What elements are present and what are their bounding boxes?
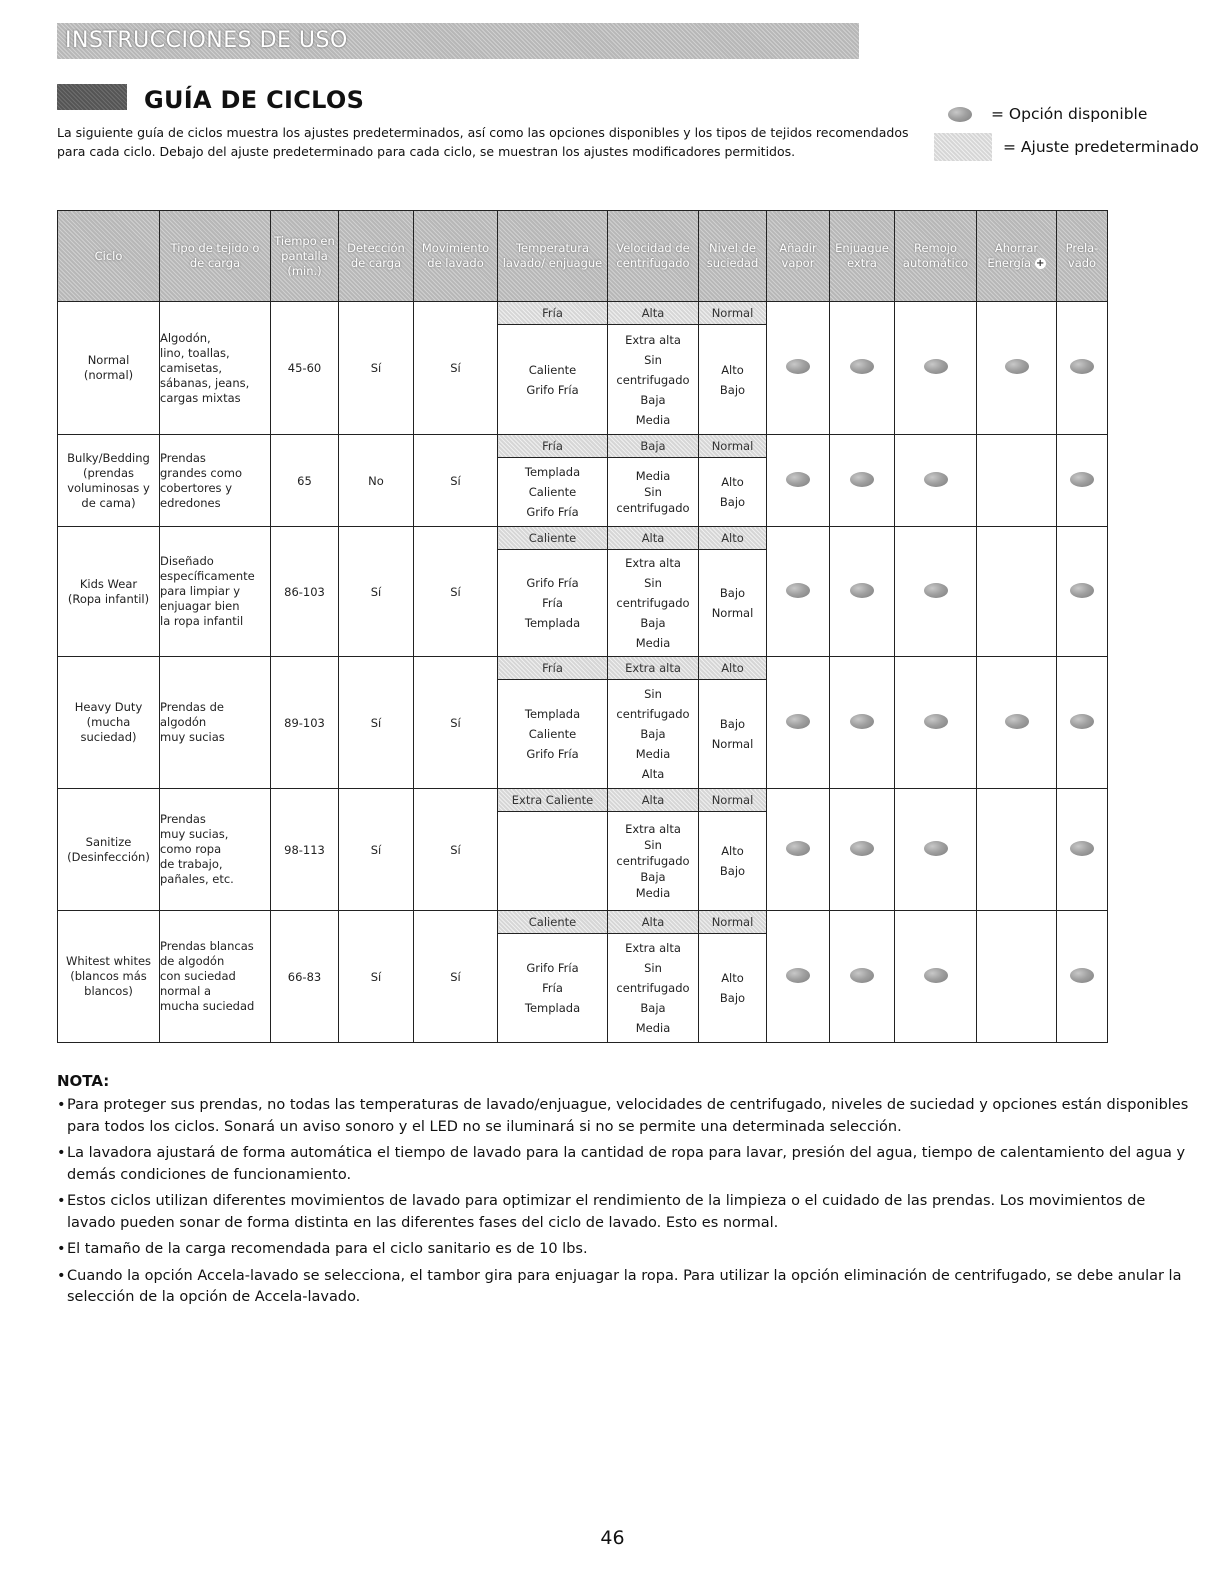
wash-motion-cell: [414, 657, 498, 789]
cycle-name-cell-text: Sanitize (Desinfección): [67, 834, 150, 864]
spin-options-cell: [608, 680, 699, 789]
table-row: [58, 302, 1108, 325]
wash-motion-cell-text: Sí: [450, 715, 461, 730]
nota-item: • Cuando la opción Accela-lavado se selecciona, el tambor gira para enjuagar la ropa. Para utilizar la opción eliminación de centrifugado, se debe anular la selección de la opción de Accela-lavado.: [57, 1266, 1197, 1309]
spin-options-cell-text: Sin centrifugado Baja Media Alta: [616, 687, 690, 781]
spin-default-cell-text: Baja: [640, 439, 666, 453]
header-label: Tipo de tejido o de carga: [170, 241, 260, 270]
page-title: GUÍA DE CICLOS: [144, 86, 365, 114]
table-row: [58, 911, 1108, 934]
nota-item: • La lavadora ajustará de forma automática el tiempo de lavado para la cantidad de ropa para lavar, presión del agua, tiempo de calentamiento del agua y demás condiciones de funcionamiento.: [57, 1143, 1197, 1186]
option-available-dot-icon: [1070, 968, 1094, 983]
spin-options-cell: [608, 458, 699, 527]
fabric-type-cell: [160, 527, 271, 657]
load-detect-cell-text: Sí: [370, 969, 382, 984]
nota-item: • El tamaño de la carga recomendada para el ciclo sanitario es de 10 lbs.: [57, 1239, 1197, 1261]
temp-default-cell: [498, 435, 608, 458]
plus-circle-icon: +: [1035, 258, 1045, 269]
header-cell: [498, 211, 608, 302]
display-time-cell: [271, 435, 339, 527]
soil-default-cell-text: Normal: [711, 915, 754, 929]
header-cell: [830, 211, 895, 302]
option-available-dot-icon: [786, 472, 810, 487]
option-available-dot-icon: [1070, 841, 1094, 856]
spin-default-cell: [608, 789, 699, 812]
table-row: [58, 657, 1108, 680]
soil-default-cell-text: Normal: [711, 439, 754, 453]
temp-options-cell: [498, 680, 608, 789]
option-available-dot-icon: [924, 714, 948, 729]
header-label: Velocidad de centrifugado: [616, 241, 690, 270]
display-time-cell: [271, 302, 339, 435]
load-detect-cell: [339, 302, 414, 435]
header-label: Tiempo en pantalla (min.): [274, 233, 335, 278]
option-cell: [977, 302, 1057, 435]
header-label-text: Ahorrar Energía: [987, 241, 1039, 270]
spin-options-cell-text: Extra alta Sin centrifugado Baja Media: [616, 556, 690, 650]
display-time-cell-text: 98-113: [284, 842, 325, 857]
temp-default-cell: [498, 302, 608, 325]
option-cell: [1057, 789, 1108, 911]
soil-options-cell-text: Bajo Normal: [711, 586, 754, 620]
soil-options-cell: [699, 680, 767, 789]
fabric-type-cell: [160, 789, 271, 911]
option-cell: [977, 657, 1057, 789]
wash-motion-cell: [414, 302, 498, 435]
nota-title: NOTA:: [57, 1072, 110, 1090]
option-available-dot-icon: [786, 359, 810, 374]
option-cell: [767, 435, 830, 527]
table-body: [58, 302, 1108, 1043]
spin-default-cell-text: Alta: [641, 915, 665, 929]
header-label: Enjuague extra: [835, 241, 889, 270]
fabric-type-cell-text: Prendas de algodón muy sucias: [160, 700, 225, 744]
wash-motion-cell: [414, 911, 498, 1043]
temp-default-cell: [498, 789, 608, 812]
temp-default-cell-text: Fría: [542, 306, 563, 320]
display-time-cell: [271, 911, 339, 1043]
temp-options-cell-text: Caliente Grifo Fría: [526, 362, 579, 397]
option-cell: [767, 911, 830, 1043]
header-label: Remojo automático: [902, 241, 969, 270]
cycle-name-cell: [58, 527, 160, 657]
temp-default-cell-text: Extra Caliente: [511, 793, 594, 807]
header-label: Movimiento de lavado: [421, 241, 490, 270]
header-cell: [339, 211, 414, 302]
option-available-dot-icon: [850, 841, 874, 856]
option-cell: [830, 911, 895, 1043]
fabric-type-cell-text: Prendas muy sucias, como ropa de trabajo, pañales, etc.: [160, 812, 234, 886]
display-time-cell: [271, 657, 339, 789]
header-label: Añadir vapor: [779, 241, 817, 270]
display-time-cell-text: 86-103: [284, 584, 325, 599]
option-cell: [1057, 657, 1108, 789]
option-cell: [767, 789, 830, 911]
page-number: 46: [600, 1527, 625, 1549]
option-cell: [830, 789, 895, 911]
load-detect-cell: [339, 911, 414, 1043]
soil-default-cell-text: Normal: [711, 306, 754, 320]
option-available-dot-icon: [1070, 583, 1094, 598]
option-cell: [1057, 527, 1108, 657]
option-cell: [830, 657, 895, 789]
option-cell: [895, 302, 977, 435]
load-detect-cell-text: Sí: [370, 715, 382, 730]
option-cell: [767, 527, 830, 657]
wash-motion-cell: [414, 435, 498, 527]
option-cell: [895, 527, 977, 657]
header-cell: [1057, 211, 1108, 302]
soil-default-cell: [699, 435, 767, 458]
header-label: Temperatura lavado/ enjuague: [502, 241, 603, 270]
header-cell: [767, 211, 830, 302]
cycle-name-cell-text: Bulky/Bedding (prendas voluminosas y de cama): [67, 450, 150, 510]
header-label: Nivel de suciedad: [706, 241, 759, 270]
wash-motion-cell: [414, 527, 498, 657]
temp-options-cell: [498, 934, 608, 1043]
load-detect-cell-text: No: [368, 473, 384, 488]
soil-default-cell: [699, 302, 767, 325]
option-cell: [977, 789, 1057, 911]
soil-options-cell: [699, 812, 767, 911]
spin-default-cell-text: Alta: [641, 531, 665, 545]
soil-options-cell-text: Alto Bajo: [719, 844, 746, 878]
soil-options-cell-text: Bajo Normal: [711, 717, 754, 751]
load-detect-cell: [339, 527, 414, 657]
display-time-cell-text: 89-103: [284, 715, 325, 730]
temp-options-cell: [498, 458, 608, 527]
spin-options-cell-text: Extra alta Sin centrifugado Baja Media: [616, 941, 690, 1035]
fabric-type-cell: [160, 657, 271, 789]
nota-list: [57, 1095, 1197, 1314]
spin-default-cell-text: Alta: [641, 793, 665, 807]
load-detect-cell-text: Sí: [370, 842, 382, 857]
option-cell: [830, 527, 895, 657]
cycle-name-cell: [58, 302, 160, 435]
table-header-row: [58, 211, 1108, 302]
temp-default-cell: [498, 657, 608, 680]
cycle-name-cell-text: Kids Wear (Ropa infantil): [67, 576, 150, 606]
display-time-cell-text: 45-60: [287, 361, 322, 375]
cycle-name-cell: [58, 657, 160, 789]
option-available-dot-icon: [924, 472, 948, 487]
temp-default-cell-text: Caliente: [528, 531, 577, 545]
soil-options-cell: [699, 934, 767, 1043]
option-available-dot-icon: [850, 968, 874, 983]
option-cell: [1057, 435, 1108, 527]
temp-options-cell-text: Grifo Fría Fría Templada: [524, 961, 581, 1015]
header-label: [977, 241, 1056, 271]
option-cell: [767, 657, 830, 789]
wash-motion-cell-text: Sí: [450, 361, 461, 375]
legend-default-label: = Ajuste predeterminado: [1003, 138, 1199, 156]
soil-default-cell: [699, 657, 767, 680]
display-time-cell: [271, 789, 339, 911]
spin-default-cell: [608, 302, 699, 325]
soil-default-cell: [699, 911, 767, 934]
option-available-dot-icon: [1070, 472, 1094, 487]
option-available-dot-icon: [1005, 714, 1029, 729]
temp-default-cell-text: Caliente: [528, 915, 577, 929]
spin-options-cell-text: Extra alta Sin centrifugado Baja Media: [616, 332, 690, 427]
header-cell: [699, 211, 767, 302]
option-cell: [895, 911, 977, 1043]
option-available-dot-icon: [1005, 359, 1029, 374]
temp-options-cell: [498, 325, 608, 435]
option-available-dot-icon: [948, 107, 972, 122]
spin-default-cell: [608, 527, 699, 550]
spin-options-cell-text: Extra alta Sin centrifugado Baja Media: [616, 822, 690, 900]
temp-options-cell: [498, 812, 608, 911]
option-available-dot-icon: [924, 968, 948, 983]
fabric-type-cell: [160, 302, 271, 435]
soil-options-cell-text: Alto Bajo: [719, 475, 746, 509]
option-available-dot-icon: [924, 841, 948, 856]
header-cell: [608, 211, 699, 302]
soil-options-cell: [699, 550, 767, 657]
load-detect-cell-text: Sí: [370, 361, 382, 375]
spin-options-cell: [608, 550, 699, 657]
option-available-dot-icon: [924, 583, 948, 598]
default-setting-hatch-swatch: [934, 133, 992, 161]
option-available-dot-icon: [850, 583, 874, 598]
header-cell: [977, 211, 1057, 302]
wash-motion-cell-text: Sí: [450, 842, 461, 857]
header-cell: [58, 211, 160, 302]
cycle-name-cell-text: Normal (normal): [83, 353, 134, 382]
option-available-dot-icon: [786, 841, 810, 856]
option-available-dot-icon: [786, 714, 810, 729]
option-available-dot-icon: [786, 583, 810, 598]
cycle-name-cell-text: Heavy Duty (mucha suciedad): [74, 700, 143, 744]
legend-default: [934, 133, 1199, 161]
option-cell: [895, 657, 977, 789]
display-time-cell: [271, 527, 339, 657]
soil-options-cell-text: Alto Bajo: [719, 362, 746, 397]
spin-options-cell: [608, 325, 699, 435]
temp-options-cell-text: Templada Caliente Grifo Fría: [524, 465, 581, 519]
option-cell: [895, 789, 977, 911]
spin-default-cell: [608, 911, 699, 934]
spin-default-cell-text: Alta: [641, 306, 665, 320]
temp-default-cell-text: Fría: [542, 661, 563, 675]
fabric-type-cell-text: Algodón, lino, toallas, camisetas, sábanas, jeans, cargas mixtas: [160, 330, 250, 405]
temp-default-cell-text: Fría: [542, 439, 563, 453]
load-detect-cell: [339, 657, 414, 789]
temp-options-cell-text: Templada Caliente Grifo Fría: [524, 707, 581, 761]
option-cell: [977, 435, 1057, 527]
spin-default-cell: [608, 435, 699, 458]
soil-options-cell: [699, 458, 767, 527]
legend-available: [948, 105, 1147, 123]
section-banner: INSTRUCCIONES DE USO: [57, 23, 859, 59]
temp-default-cell: [498, 527, 608, 550]
option-cell: [767, 302, 830, 435]
header-cell: [271, 211, 339, 302]
intro-text: La siguiente guía de ciclos muestra los ajustes predeterminados, así como las opciones disponibles y los tipos de tejidos recomendados para cada ciclo. Debajo del ajuste predeterminado para cada ciclo, se muestran los ajustes modificadores permitidos.: [57, 125, 909, 159]
spin-options-cell: [608, 934, 699, 1043]
cycle-name-cell: [58, 435, 160, 527]
header-label: Detección de carga: [347, 241, 405, 270]
spin-default-cell: [608, 657, 699, 680]
soil-default-cell: [699, 789, 767, 812]
fabric-type-cell-text: Prendas grandes como cobertores y edredones: [160, 450, 242, 510]
table-row: [58, 435, 1108, 458]
legend-available-label: = Opción disponible: [991, 105, 1148, 123]
temp-options-cell: [498, 550, 608, 657]
fabric-type-cell-text: Diseñado específicamente para limpiar y enjuagar bien la ropa infantil: [160, 554, 255, 628]
option-cell: [895, 435, 977, 527]
option-available-dot-icon: [924, 359, 948, 374]
table-row: [58, 789, 1108, 812]
wash-motion-cell-text: Sí: [450, 584, 461, 599]
option-cell: [977, 911, 1057, 1043]
option-cell: [830, 435, 895, 527]
fabric-type-cell-text: Prendas blancas de algodón con suciedad normal a mucha suciedad: [160, 939, 255, 1013]
soil-default-cell: [699, 527, 767, 550]
soil-options-cell-text: Alto Bajo: [719, 971, 746, 1005]
temp-options-cell-text: Grifo Fría Fría Templada: [524, 576, 581, 630]
load-detect-cell: [339, 435, 414, 527]
cycle-name-cell-text: Whitest whites (blancos más blancos): [65, 954, 152, 998]
header-cell: [895, 211, 977, 302]
option-cell: [830, 302, 895, 435]
fabric-type-cell: [160, 435, 271, 527]
wash-motion-cell: [414, 789, 498, 911]
option-cell: [977, 527, 1057, 657]
option-available-dot-icon: [786, 968, 810, 983]
load-detect-cell-text: Sí: [370, 584, 382, 599]
nota-item: • Estos ciclos utilizan diferentes movimientos de lavado para optimizar el rendimiento de la limpieza o el cuidado de las prendas. Los movimientos de lavado pueden sonar de forma distinta en las diferentes fases del ciclo de lavado. Esto es normal.: [57, 1191, 1197, 1234]
fabric-type-cell: [160, 911, 271, 1043]
wash-motion-cell-text: Sí: [450, 969, 461, 984]
option-available-dot-icon: [1070, 714, 1094, 729]
soil-default-cell-text: Alto: [721, 531, 744, 545]
option-available-dot-icon: [1070, 359, 1094, 374]
cycle-name-cell: [58, 911, 160, 1043]
temp-default-cell: [498, 911, 608, 934]
option-cell: [1057, 302, 1108, 435]
soil-default-cell-text: Alto: [721, 661, 744, 675]
cycle-guide-table: [57, 210, 1108, 1043]
spin-options-cell-text: Media Sin centrifugado: [616, 469, 690, 515]
header-cell: [414, 211, 498, 302]
spin-default-cell-text: Extra alta: [625, 661, 681, 675]
nota-item: • Para proteger sus prendas, no todas las temperaturas de lavado/enjuague, velocidades de centrifugado, niveles de suciedad y opciones están disponibles para todos los ciclos. Sonará un aviso sonoro y el LED no se iluminará si no se permite una determinada selección.: [57, 1095, 1197, 1138]
spin-options-cell: [608, 812, 699, 911]
title-marker-block: [57, 84, 127, 110]
wash-motion-cell-text: Sí: [450, 473, 461, 488]
soil-options-cell: [699, 325, 767, 435]
header-cell: [160, 211, 271, 302]
cycle-name-cell: [58, 789, 160, 911]
display-time-cell-text: 66-83: [287, 969, 322, 984]
table-row: [58, 527, 1108, 550]
display-time-cell-text: 65: [297, 473, 312, 488]
option-available-dot-icon: [850, 472, 874, 487]
option-available-dot-icon: [850, 714, 874, 729]
load-detect-cell: [339, 789, 414, 911]
soil-default-cell-text: Normal: [711, 793, 754, 807]
header-label: Ciclo: [94, 248, 123, 263]
header-label: Prela- vado: [1065, 241, 1099, 270]
option-cell: [1057, 911, 1108, 1043]
option-available-dot-icon: [850, 359, 874, 374]
